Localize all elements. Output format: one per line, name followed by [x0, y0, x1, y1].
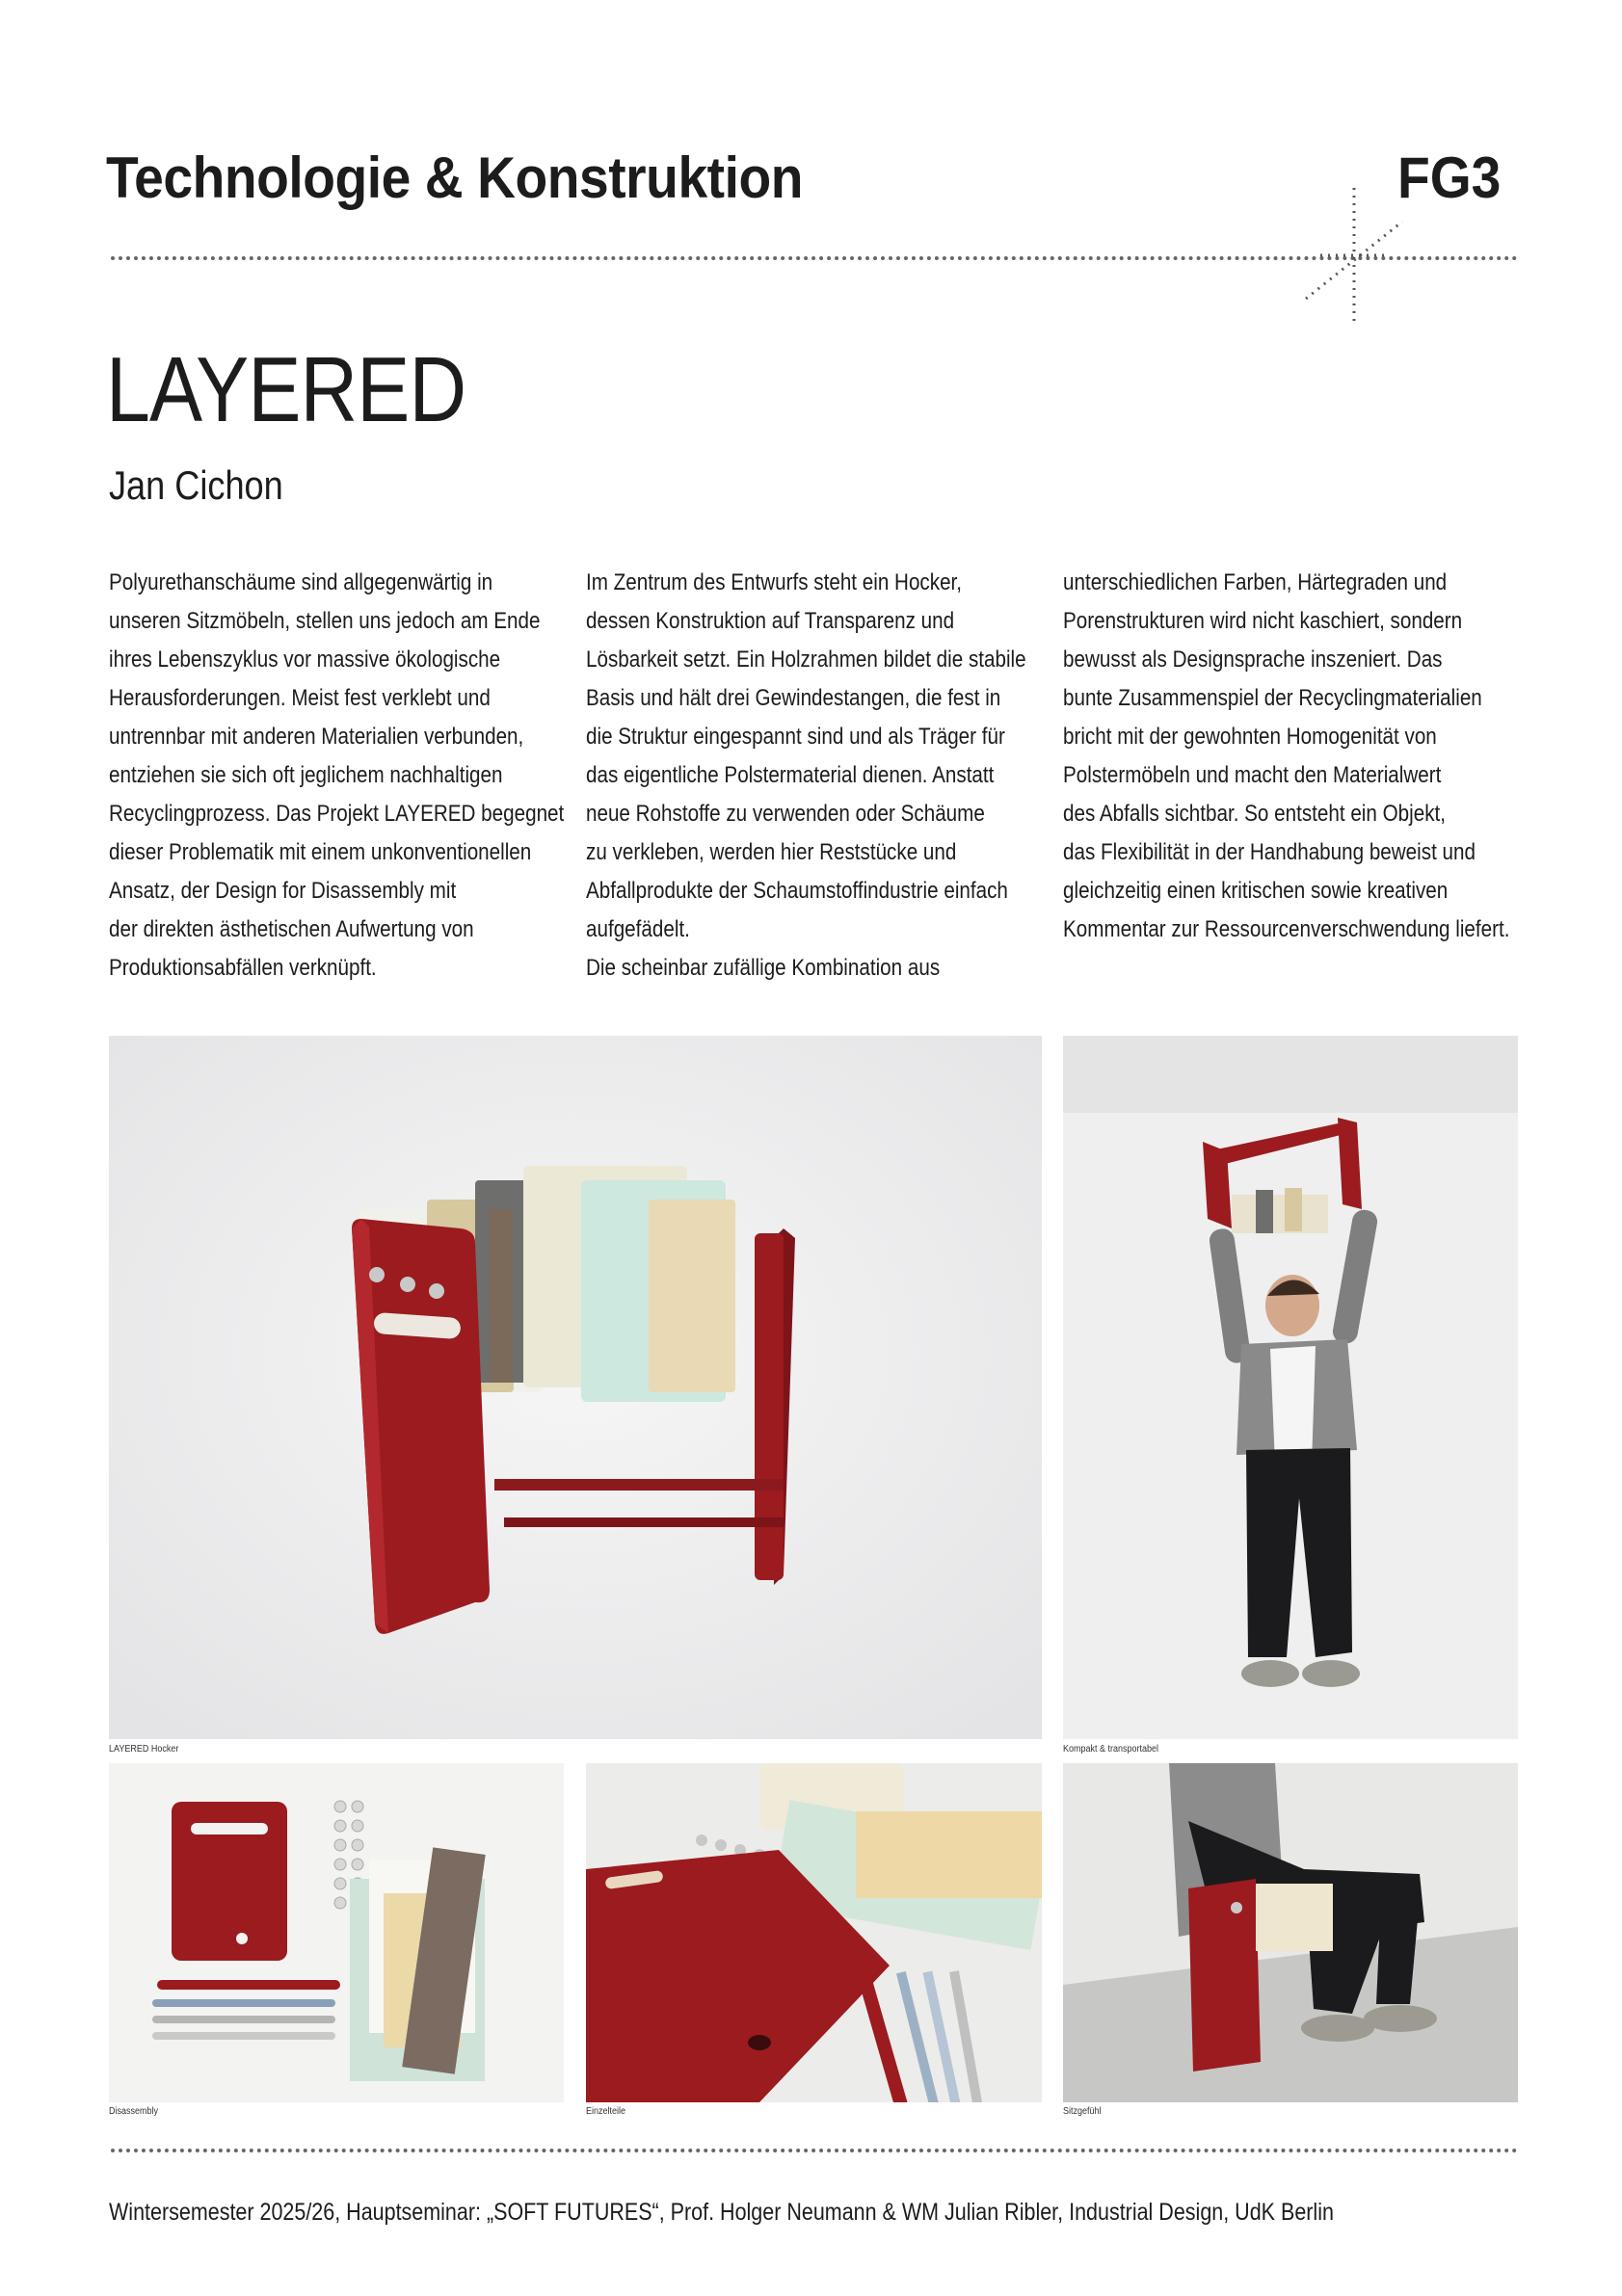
text-line: das Flexibilität in der Handhabung beweist und [1063, 839, 1476, 865]
text-line: bewusst als Designsprache inszeniert. Das [1063, 647, 1443, 673]
text-line: aufgefädelt. [586, 916, 690, 942]
text-line: Polstermöbeln und macht den Materialwert [1063, 762, 1442, 788]
photo-caption: Sitzgefühl [1063, 2106, 1102, 2117]
text-line: Produktionsabfällen verknüpft. [109, 955, 377, 981]
text-line: Lösbarkeit setzt. Ein Holzrahmen bildet die stabile [586, 647, 1026, 673]
text-line: des Abfalls sichtbar. So entsteht ein Objekt, [1063, 801, 1446, 827]
project-title: LAYERED [106, 338, 466, 441]
photo-caption: Disassembly [109, 2106, 159, 2117]
photo-caption: Kompakt & transportabel [1063, 1744, 1159, 1755]
text-line: Ansatz, der Design for Disassembly mit [109, 878, 457, 904]
section-code: FG3 [1397, 145, 1502, 210]
bottom-divider [111, 2149, 1518, 2152]
text-line: entziehen sie sich oft jeglichem nachhaltigen [109, 762, 503, 788]
text-line: Porenstrukturen wird nicht kaschiert, sondern [1063, 608, 1463, 634]
text-column-2 [586, 564, 1106, 988]
text-line: Kommentar zur Ressourcenverschwendung liefert. [1063, 916, 1510, 942]
text-line: Basis und hält drei Gewindestangen, die fest in [586, 685, 1001, 711]
photo-person-lifting-stool [1063, 1036, 1518, 1739]
text-line: ihres Lebenszyklus vor massive ökologische [109, 647, 501, 673]
photo-disassembly [109, 1763, 564, 2102]
photo-sitting [1063, 1763, 1518, 2102]
text-line: Herausforderungen. Meist fest verklebt und [109, 685, 491, 711]
text-line: unterschiedlichen Farben, Härtegraden und [1063, 569, 1448, 595]
text-line: dessen Konstruktion auf Transparenz und [586, 608, 955, 634]
footer-credits: Wintersemester 2025/26, Hauptseminar: „SOFT FUTURES“, Prof. Holger Neumann & WM Julian Ribler, Industrial Design, UdK Berlin [109, 2199, 1334, 2226]
photo-parts [586, 1763, 1042, 2102]
text-line: unseren Sitzmöbeln, stellen uns jedoch am Ende [109, 608, 541, 634]
text-column-3 [1063, 564, 1583, 949]
text-line: gleichzeitig einen kritischen sowie kreativen [1063, 878, 1449, 904]
star-logo-icon [1301, 188, 1407, 323]
text-line: das eigentliche Polstermaterial dienen. Anstatt [586, 762, 995, 788]
photo-caption: Einzelteile [586, 2106, 626, 2117]
text-line: bunte Zusammenspiel der Recyclingmaterialien [1063, 685, 1482, 711]
text-line: Recyclingprozess. Das Projekt LAYERED begegnet [109, 801, 565, 827]
text-line: der direkten ästhetischen Aufwertung von [109, 916, 474, 942]
text-line: Polyurethanschäume sind allgegenwärtig in [109, 569, 493, 595]
text-line: untrennbar mit anderen Materialien verbunden, [109, 724, 524, 750]
text-line: die Struktur eingespannt sind und als Träger für [586, 724, 1005, 750]
text-line: Die scheinbar zufällige Kombination aus [586, 955, 941, 981]
text-line: Im Zentrum des Entwurfs steht ein Hocker, [586, 569, 963, 595]
text-line: zu verkleben, werden hier Reststücke und [586, 839, 957, 865]
project-author: Jan Cichon [109, 462, 283, 508]
photo-caption: LAYERED Hocker [109, 1744, 179, 1755]
text-line: bricht mit der gewohnten Homogenität von [1063, 724, 1437, 750]
photo-layered-stool [109, 1036, 1042, 1739]
text-line: dieser Problematik mit einem unkonventionellen [109, 839, 532, 865]
text-column-1 [109, 564, 629, 988]
text-line: neue Rohstoffe zu verwenden oder Schäume [586, 801, 985, 827]
text-line: Abfallprodukte der Schaumstoffindustrie einfach [586, 878, 1008, 904]
section-title: Technologie & Konstruktion [106, 145, 804, 210]
